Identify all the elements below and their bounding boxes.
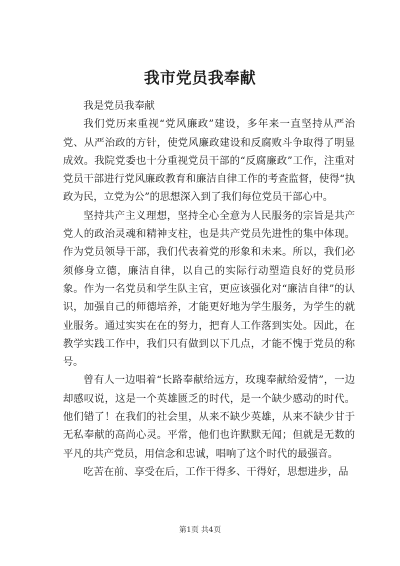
paragraph: 我们党历来重视“党风廉政”建设，多年来一直坚持从严治党、从严治政的方针，使党风廉政建设和反腐败斗争取得了明显成效。我院党委也十分重视党员干部的“反腐廉政”工作，注重对党员干部进行党风廉政教育和廉洁自律工作的考查监督，使得“执政为民，立党为公”的思想深入到了我们每位党员干部心中。 <box>63 119 355 204</box>
paragraph: 坚持共产主义理想，坚持全心全意为人民服务的宗旨是共产党人的政治灵魂和精神支柱，也是共产党员先进性的集中体现。作为党员领导干部，我们代表着党的形象和未来。所以，我们必须修身立德，廉洁自律，以自己的实际行动塑造良好的党员形象。作为一名党员和学生队主官，更应该强化对“廉洁自律”的认识，加强自己的师德培养，才能更好地为学生服务，为学生的就业服务。通过实实在在的努力，把育人工作落到实处。因此，在教学实践工作中，我们只有做到以下几点，才能不愧于党员的称号。 <box>63 210 355 369</box>
document-body <box>63 98 355 482</box>
paragraph: 吃苦在前、享受在后，工作干得多、干得好，思想进步，品 <box>83 466 349 478</box>
paragraph: 我是党员我奉献 <box>83 101 155 112</box>
paragraph: 曾有人一边唱着“长路奉献给远方，玫瑰奉献给爱情”，一边却感叹说，这是一个英雄匮乏的时代，是一个缺少感动的时代。他们错了！在我们的社会里，从来不缺少英雄，从来不缺少甘于无私奉献的高尚心灵。平常，他们也许默默无闻；但就是无数的平凡的共产党员，用信念和忠诚，唱响了这个时代的最强音。 <box>63 375 355 460</box>
page-title: 我市党员我奉献 <box>143 68 256 87</box>
page-number-footer: 第1页 共4页 <box>179 525 221 534</box>
